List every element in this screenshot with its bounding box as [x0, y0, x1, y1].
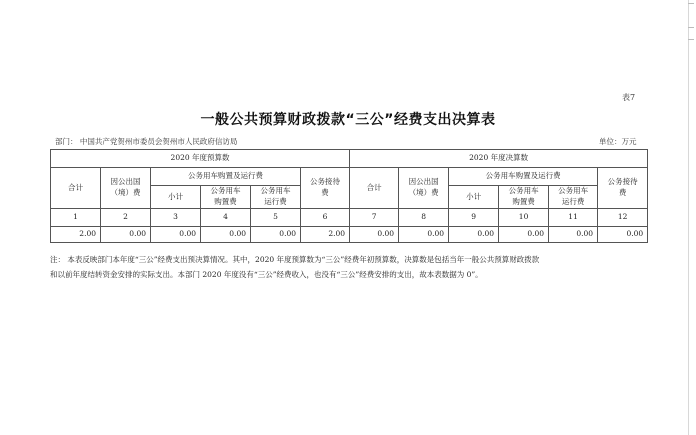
budget-subtotal-value: 0.00	[151, 227, 201, 243]
budget-total-header: 合计	[51, 168, 101, 209]
budget-abroad-value: 0.00	[101, 227, 151, 243]
three-public-expenses-table	[50, 149, 648, 243]
column-number: 5	[251, 209, 301, 227]
final-total-header: 合计	[350, 168, 399, 209]
column-number: 7	[350, 209, 399, 227]
final-operation-value: 0.00	[549, 227, 598, 243]
document-title: 一般公共预算财政拨款“三公”经费支出决算表	[200, 112, 496, 128]
final-abroad-header: 因公出国 （境）费	[399, 168, 449, 209]
final-reception-header: 公务接待 费	[598, 168, 648, 209]
column-number: 1	[51, 209, 101, 227]
department-label: 部门： 中国共产党贺州市委员会贺州市人民政府信访局	[55, 137, 238, 146]
column-number: 3	[151, 209, 201, 227]
column-number: 6	[301, 209, 350, 227]
budget-total-value: 2.00	[51, 227, 101, 243]
crop-mark	[688, 3, 694, 4]
page-edge	[688, 0, 689, 435]
budget-abroad-header: 因公出国 （境）费	[101, 168, 151, 209]
final-purchase-value: 0.00	[499, 227, 549, 243]
note-line-1: 注： 本表反映部门本年度“三公”经费支出预决算情况。其中，2020 年度预算数为“三公”经费年初预算数，决算数是包括当年一般公共预算财政拨款	[50, 255, 540, 264]
budget-operation-header: 公务用车 运行费	[251, 186, 301, 209]
column-number: 9	[449, 209, 499, 227]
crop-mark	[688, 27, 694, 28]
final-operation-header: 公务用车 运行费	[549, 186, 598, 209]
table-note	[50, 252, 648, 282]
budget-subtotal-header: 小计	[151, 186, 201, 209]
budget-purchase-value: 0.00	[201, 227, 251, 243]
column-number: 8	[399, 209, 449, 227]
final-total-value: 0.00	[350, 227, 399, 243]
header-row-categories	[51, 168, 648, 186]
column-number: 4	[201, 209, 251, 227]
budget-purchase-header: 公务用车 购置费	[201, 186, 251, 209]
final-subtotal-value: 0.00	[449, 227, 499, 243]
column-number-row	[51, 209, 648, 227]
final-purchase-header: 公务用车 购置费	[499, 186, 549, 209]
column-number: 12	[598, 209, 648, 227]
final-abroad-value: 0.00	[399, 227, 449, 243]
budget-reception-header: 公务接待 费	[301, 168, 350, 209]
column-number: 10	[499, 209, 549, 227]
column-number: 2	[101, 209, 151, 227]
value-row	[51, 227, 648, 243]
final-subtotal-header: 小计	[449, 186, 499, 209]
note-line-2: 和以前年度结转资金安排的实际支出。本部门 2020 年度没有“三公”经费收入，也没有“三公”经费安排的支出，故本表数据为 0”。	[50, 270, 483, 279]
final-group-header: 2020 年度决算数	[350, 150, 648, 168]
budget-operation-value: 0.00	[251, 227, 301, 243]
final-vehicle-header: 公务用车购置及运行费	[449, 168, 598, 186]
header-row-groups	[51, 150, 648, 168]
final-reception-value: 0.00	[598, 227, 648, 243]
budget-reception-value: 2.00	[301, 227, 350, 243]
column-number: 11	[549, 209, 598, 227]
crop-mark	[688, 39, 694, 40]
budget-vehicle-header: 公务用车购置及运行费	[151, 168, 301, 186]
table-number: 表7	[622, 93, 636, 102]
budget-group-header: 2020 年度预算数	[51, 150, 350, 168]
unit-label: 单位：万元	[599, 137, 637, 146]
